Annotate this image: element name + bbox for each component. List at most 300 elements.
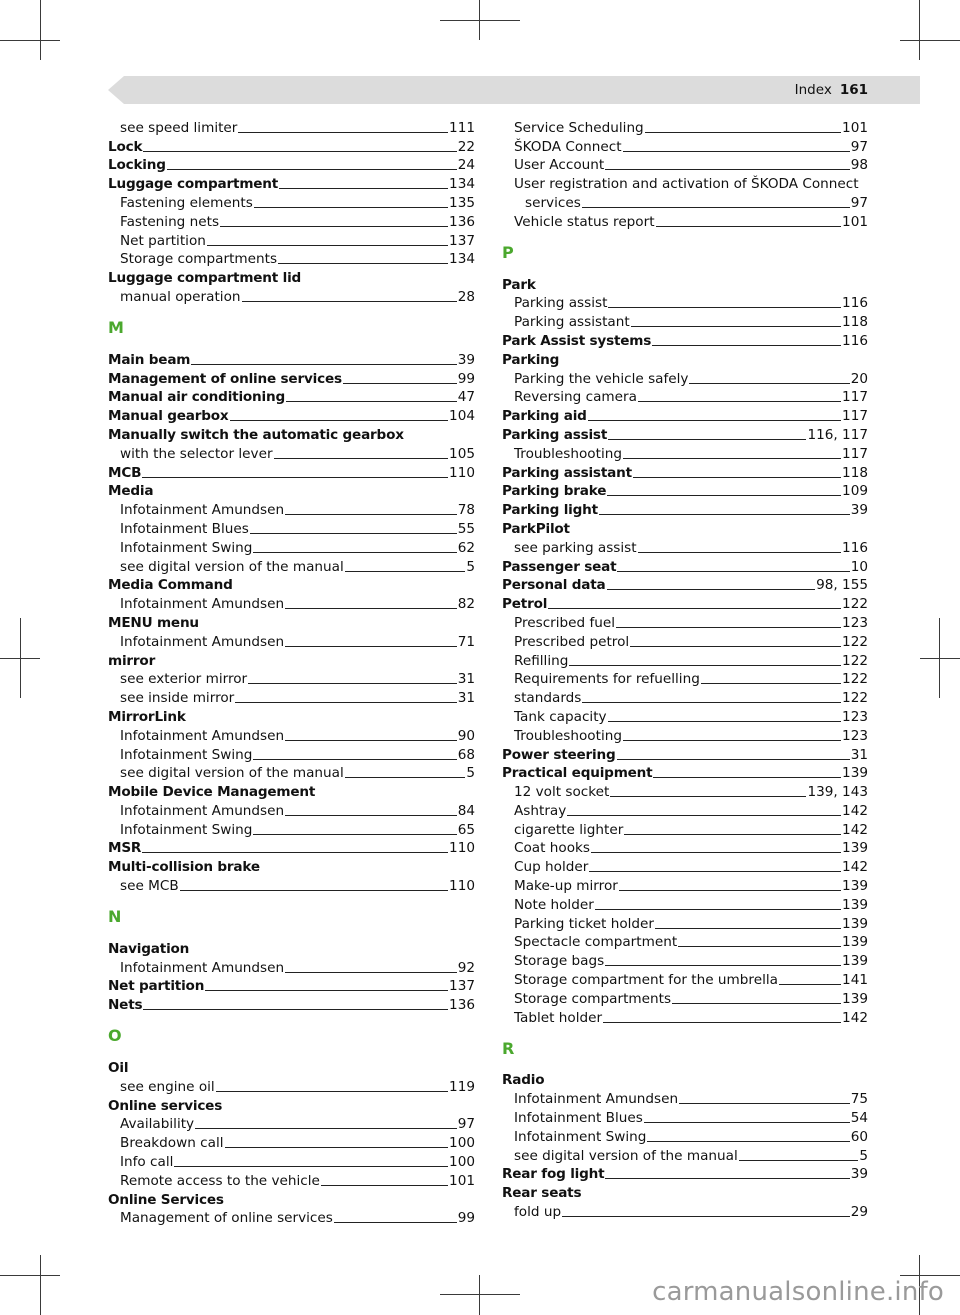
- entry-term: see inside mirror: [120, 690, 235, 707]
- entry-term: Requirements for refuelling: [514, 671, 700, 688]
- page-reference: 39: [850, 502, 868, 519]
- page-reference: 139: [842, 953, 868, 970]
- entry-term: Tank capacity: [514, 708, 607, 725]
- page-reference: 31: [457, 690, 475, 707]
- index-entry: [502, 764, 868, 783]
- leader-line: [656, 226, 842, 227]
- leader-line: [595, 909, 841, 910]
- index-entry: [108, 1190, 475, 1209]
- index-subentry: [108, 500, 475, 519]
- entry-term: see speed limiter: [120, 119, 238, 136]
- index-entry: [502, 482, 868, 501]
- entry-term: Infotainment Amundsen: [120, 959, 285, 976]
- leader-line: [285, 972, 457, 973]
- page-reference: 116: [842, 295, 868, 312]
- index-subentry: [108, 444, 475, 463]
- index-subentry: [502, 294, 868, 313]
- index-subentry: [108, 538, 475, 557]
- page-reference: 142: [842, 1009, 868, 1026]
- page-reference: 122: [842, 671, 868, 688]
- leader-line: [143, 151, 456, 152]
- leader-line: [220, 226, 448, 227]
- leader-line: [607, 495, 841, 496]
- entry-term: Make-up mirror: [514, 878, 618, 895]
- page-reference: 118: [842, 464, 868, 481]
- index-entry: [108, 463, 475, 482]
- page-reference: 109: [842, 483, 868, 500]
- entry-term: see exterior mirror: [120, 671, 248, 688]
- page-reference: 65: [457, 821, 475, 838]
- page-reference: 68: [457, 746, 475, 763]
- leader-line: [285, 815, 457, 816]
- index-entry: [108, 369, 475, 388]
- page-reference: 100: [449, 1135, 475, 1152]
- leader-line: [321, 1185, 448, 1186]
- page-reference: 136: [449, 997, 475, 1014]
- entry-term: see parking assist: [514, 539, 637, 556]
- page-reference: 117: [842, 445, 868, 462]
- entry-term: Cup holder: [514, 859, 589, 876]
- index-subentry: [502, 1008, 868, 1027]
- index-entry: [502, 350, 868, 369]
- page-reference: 139: [842, 765, 868, 782]
- index-section-letter: N: [108, 907, 122, 927]
- page-reference: 137: [449, 978, 475, 995]
- entry-term: ŠKODA Connect: [514, 138, 622, 155]
- leader-line: [617, 571, 849, 572]
- entry-term: Media: [108, 483, 154, 500]
- index-subentry: [108, 876, 475, 895]
- entry-term: Prescribed petrol: [514, 633, 630, 650]
- page-reference: 139: [842, 878, 868, 895]
- entry-term: Practical equipment: [502, 765, 653, 782]
- page-reference: 134: [449, 176, 475, 193]
- entry-term: Storage compartments: [514, 990, 672, 1007]
- page-reference: 139, 143: [807, 784, 868, 801]
- leader-line: [205, 990, 448, 991]
- entry-term: Infotainment Amundsen: [514, 1091, 679, 1108]
- index-subentry: [502, 1108, 868, 1127]
- crop-mark: [0, 658, 40, 659]
- entry-term: Petrol: [502, 596, 548, 613]
- entry-term: User registration and activation of ŠKODA Connect: [514, 176, 859, 193]
- index-entry: [108, 482, 475, 501]
- entry-term: Lock: [108, 138, 143, 155]
- entry-term: User Account: [514, 157, 605, 174]
- index-entry: [502, 1165, 868, 1184]
- index-subentry: [108, 801, 475, 820]
- index-entry: [108, 388, 475, 407]
- entry-term: mirror: [108, 652, 156, 669]
- leader-line: [603, 1022, 841, 1023]
- entry-term: Parking light: [502, 502, 598, 519]
- index-subentry: [502, 369, 868, 388]
- entry-term: ParkPilot: [502, 520, 570, 537]
- page-reference: 97: [850, 138, 868, 155]
- page-reference: 118: [842, 314, 868, 331]
- page-reference: 122: [842, 690, 868, 707]
- index-column-right: [502, 118, 868, 1221]
- leader-line: [623, 458, 841, 459]
- entry-term: MENU menu: [108, 614, 199, 631]
- leader-line: [701, 683, 841, 684]
- index-entry: [108, 857, 475, 876]
- entry-term: Infotainment Amundsen: [120, 727, 285, 744]
- index-subentry: [502, 137, 868, 156]
- page-reference: 101: [449, 1172, 475, 1189]
- entry-term: Service Scheduling: [514, 119, 644, 136]
- entry-term: Vehicle status report: [514, 213, 655, 230]
- leader-line: [285, 646, 457, 647]
- page-reference: 101: [842, 119, 868, 136]
- entry-term: Infotainment Swing: [514, 1128, 647, 1145]
- page-reference: 139: [842, 896, 868, 913]
- entry-term: Manual air conditioning: [108, 389, 285, 406]
- page-title: Index: [794, 82, 832, 98]
- index-subentry: [108, 632, 475, 651]
- index-subentry: [502, 156, 868, 175]
- entry-term: Infotainment Amundsen: [120, 502, 285, 519]
- index-subentry: [502, 688, 868, 707]
- entry-term: Storage compartments: [120, 251, 278, 268]
- entry-term: Luggage compartment: [108, 176, 279, 193]
- index-subentry: [108, 231, 475, 250]
- entry-term: with the selector lever: [120, 445, 273, 462]
- index-entry: [108, 156, 475, 175]
- entry-term: manual operation: [120, 288, 241, 305]
- entry-term: Parking brake: [502, 483, 607, 500]
- entry-term: Net partition: [108, 978, 205, 995]
- index-entry: [502, 594, 868, 613]
- index-subentry: [502, 388, 868, 407]
- leader-line: [638, 552, 841, 553]
- leader-line: [624, 834, 841, 835]
- page-reference: 139: [842, 915, 868, 932]
- index-entry: [502, 745, 868, 764]
- index-entry: [108, 1058, 475, 1077]
- page-reference: 92: [457, 959, 475, 976]
- index-entry: [108, 268, 475, 287]
- leader-line: [610, 796, 806, 797]
- page-reference: 90: [457, 727, 475, 744]
- entry-term: Note holder: [514, 896, 594, 913]
- watermark: carmanualsonline.info: [652, 1277, 944, 1307]
- index-subentry: [502, 820, 868, 839]
- page-reference: 117: [842, 408, 868, 425]
- entry-term: services: [525, 194, 581, 211]
- page-reference: 31: [457, 671, 475, 688]
- index-subentry: [502, 538, 868, 557]
- index-entry: [502, 557, 868, 576]
- index-subentry: [502, 1202, 868, 1221]
- crop-mark: [40, 0, 41, 60]
- index-entry: [108, 406, 475, 425]
- leader-line: [588, 420, 841, 421]
- page-reference: 54: [850, 1110, 868, 1127]
- leader-line: [253, 834, 456, 835]
- index-subentry: [502, 613, 868, 632]
- entry-term: Parking assistant: [502, 464, 632, 481]
- crop-mark: [40, 1255, 41, 1315]
- page-header: [795, 80, 868, 100]
- page-reference: 28: [457, 288, 475, 305]
- entry-term: Locking: [108, 157, 166, 174]
- page-reference: 10: [850, 558, 868, 575]
- page-reference: 98, 155: [816, 577, 868, 594]
- entry-term: Manual gearbox: [108, 408, 229, 425]
- page-reference: 24: [457, 157, 475, 174]
- entry-term: Coat hooks: [514, 840, 590, 857]
- page-reference: 82: [457, 596, 475, 613]
- entry-term: Management of online services: [120, 1210, 333, 1227]
- index-entry: [502, 275, 868, 294]
- index-entry: [108, 839, 475, 858]
- leader-line: [567, 815, 841, 816]
- leader-line: [278, 263, 448, 264]
- page-reference: 99: [457, 370, 475, 387]
- leader-line: [655, 928, 841, 929]
- entry-term: Fastening elements: [120, 194, 253, 211]
- page-reference: 139: [842, 934, 868, 951]
- index-subentry: [502, 707, 868, 726]
- leader-line: [235, 702, 456, 703]
- index-subentry: [502, 212, 868, 231]
- page-reference: 122: [842, 633, 868, 650]
- index-subentry: [108, 1133, 475, 1152]
- entry-term: Parking assistant: [514, 314, 630, 331]
- entry-term: Tablet holder: [514, 1009, 603, 1026]
- entry-term: Remote access to the vehicle: [120, 1172, 320, 1189]
- page-reference: 123: [842, 614, 868, 631]
- index-subentry: [502, 914, 868, 933]
- leader-line: [653, 777, 841, 778]
- index-entry: [108, 613, 475, 632]
- index-entry: [108, 350, 475, 369]
- entry-term: Parking ticket holder: [514, 915, 654, 932]
- index-subentry: [502, 989, 868, 1008]
- index-subentry: [108, 557, 475, 576]
- page-reference: 111: [449, 119, 475, 136]
- leader-line: [605, 965, 841, 966]
- leader-line: [286, 401, 457, 402]
- leader-line: [633, 477, 841, 478]
- leader-line: [142, 852, 448, 853]
- leader-line: [599, 514, 850, 515]
- index-subentry: [108, 1115, 475, 1134]
- page-reference: 29: [850, 1204, 868, 1221]
- index-subentry: [108, 764, 475, 783]
- page-reference: 123: [842, 727, 868, 744]
- entry-term: Nets: [108, 997, 143, 1014]
- index-subentry: [108, 287, 475, 306]
- leader-line: [238, 132, 448, 133]
- leader-line: [638, 401, 841, 402]
- entry-term: standards: [514, 690, 582, 707]
- page-reference: 101: [842, 213, 868, 230]
- entry-term: Storage bags: [514, 953, 605, 970]
- page-reference: 134: [449, 251, 475, 268]
- entry-term: Main beam: [108, 351, 191, 368]
- index-subentry: [108, 1077, 475, 1096]
- index-entry: [502, 331, 868, 350]
- index-subentry: [502, 312, 868, 331]
- index-subentry: [502, 174, 868, 193]
- index-section-letter: P: [502, 242, 514, 262]
- page-reference: 139: [842, 990, 868, 1007]
- entry-term: Rear seats: [502, 1185, 582, 1202]
- leader-line: [285, 514, 457, 515]
- page-reference: 122: [842, 596, 868, 613]
- index-subentry: [502, 1146, 868, 1165]
- leader-line: [343, 383, 457, 384]
- leader-line: [285, 608, 457, 609]
- index-entry: [108, 425, 475, 444]
- index-subentry: [502, 801, 868, 820]
- index-subentry: [108, 670, 475, 689]
- leader-line: [225, 1147, 449, 1148]
- page-reference: 60: [850, 1128, 868, 1145]
- leader-line: [562, 1216, 850, 1217]
- entry-term: Infotainment Blues: [514, 1110, 643, 1127]
- page-reference: 71: [457, 633, 475, 650]
- leader-line: [274, 458, 449, 459]
- page-reference: 117: [842, 389, 868, 406]
- index-entry: [108, 782, 475, 801]
- page-reference: 122: [842, 652, 868, 669]
- entry-term: Refilling: [514, 652, 569, 669]
- index-entry: [502, 406, 868, 425]
- entry-term: Fastening nets: [120, 213, 220, 230]
- index-column-left: [108, 118, 475, 1227]
- entry-term: Troubleshooting: [514, 445, 622, 462]
- entry-term: Ashtray: [514, 802, 567, 819]
- index-subentry: [108, 193, 475, 212]
- leader-line: [647, 1141, 849, 1142]
- entry-term: Passenger seat: [502, 558, 617, 575]
- leader-line: [672, 1003, 841, 1004]
- leader-line: [617, 759, 850, 760]
- index-entry: [108, 174, 475, 193]
- entry-term: Parking aid: [502, 408, 587, 425]
- entry-term: Manually switch the automatic gearbox: [108, 426, 404, 443]
- page-reference: 5: [466, 558, 475, 575]
- index-subentry: [502, 782, 868, 801]
- index-entry: [108, 977, 475, 996]
- page-reference: 5: [859, 1147, 868, 1164]
- entry-term: 12 volt socket: [514, 784, 610, 801]
- crop-mark: [440, 20, 520, 21]
- leader-line: [548, 608, 841, 609]
- entry-term: Storage compartment for the umbrella: [514, 972, 778, 989]
- index-subentry: [108, 1171, 475, 1190]
- entry-term: Luggage compartment lid: [108, 270, 302, 287]
- entry-term: cigarette lighter: [514, 821, 624, 838]
- index-subentry: [502, 1089, 868, 1108]
- leader-line: [254, 207, 448, 208]
- entry-term: see digital version of the manual: [120, 558, 344, 575]
- entry-term: Infotainment Amundsen: [120, 802, 285, 819]
- page-reference: 99: [457, 1210, 475, 1227]
- index-subentry: [108, 594, 475, 613]
- page-reference: 62: [457, 539, 475, 556]
- index-section-letter: M: [108, 317, 124, 337]
- index-subentry: [502, 651, 868, 670]
- entry-term: Availability: [120, 1116, 195, 1133]
- index-entry: [502, 1183, 868, 1202]
- page-reference: 39: [457, 351, 475, 368]
- leader-line: [623, 740, 841, 741]
- entry-term: Info call: [120, 1154, 174, 1171]
- entry-term: Park: [502, 276, 536, 293]
- page-reference: 98: [850, 157, 868, 174]
- index-entry: [502, 463, 868, 482]
- crop-mark: [0, 40, 60, 41]
- leader-line: [242, 301, 457, 302]
- leader-line: [644, 1122, 850, 1123]
- crop-mark: [919, 0, 920, 60]
- entry-term: see MCB: [120, 878, 179, 895]
- leader-line: [608, 307, 841, 308]
- entry-term: Power steering: [502, 746, 616, 763]
- leader-line: [345, 571, 466, 572]
- leader-line: [630, 646, 841, 647]
- entry-term: Infotainment Swing: [120, 539, 253, 556]
- entry-term: Online Services: [108, 1191, 224, 1208]
- entry-term: Mobile Device Management: [108, 784, 316, 801]
- index-subentry: [108, 688, 475, 707]
- leader-line: [607, 589, 816, 590]
- page-reference: 141: [842, 972, 868, 989]
- leader-line: [678, 946, 841, 947]
- entry-term: Infotainment Amundsen: [120, 633, 285, 650]
- entry-term: Management of online services: [108, 370, 342, 387]
- index-subentry: [108, 745, 475, 764]
- leader-line: [334, 1222, 457, 1223]
- crop-mark: [900, 40, 960, 41]
- page-reference: 137: [449, 232, 475, 249]
- leader-line: [143, 1009, 448, 1010]
- leader-line: [230, 420, 449, 421]
- leader-line: [195, 1128, 457, 1129]
- entry-term: Spectacle compartment: [514, 934, 678, 951]
- page-reference: 116: [842, 539, 868, 556]
- leader-line: [174, 1166, 448, 1167]
- crop-mark: [440, 1294, 520, 1295]
- index-subentry: [502, 951, 868, 970]
- entry-term: Navigation: [108, 940, 190, 957]
- page-reference: 55: [457, 520, 475, 537]
- index-subentry: [502, 857, 868, 876]
- leader-line: [605, 1178, 849, 1179]
- leader-line: [589, 871, 841, 872]
- page-reference: 75: [850, 1091, 868, 1108]
- page-reference: 47: [457, 389, 475, 406]
- index-entry: [108, 939, 475, 958]
- entry-term: Net partition: [120, 232, 206, 249]
- page-reference: 135: [449, 194, 475, 211]
- entry-term: Parking assist: [514, 295, 608, 312]
- leader-line: [605, 169, 849, 170]
- crop-mark: [479, 1275, 480, 1315]
- index-entry: [502, 519, 868, 538]
- leader-line: [167, 169, 457, 170]
- leader-line: [608, 439, 806, 440]
- index-subentry: [502, 876, 868, 895]
- leader-line: [619, 890, 841, 891]
- entry-term: Rear fog light: [502, 1166, 605, 1183]
- index-subentry: [108, 212, 475, 231]
- crop-mark: [900, 1275, 960, 1276]
